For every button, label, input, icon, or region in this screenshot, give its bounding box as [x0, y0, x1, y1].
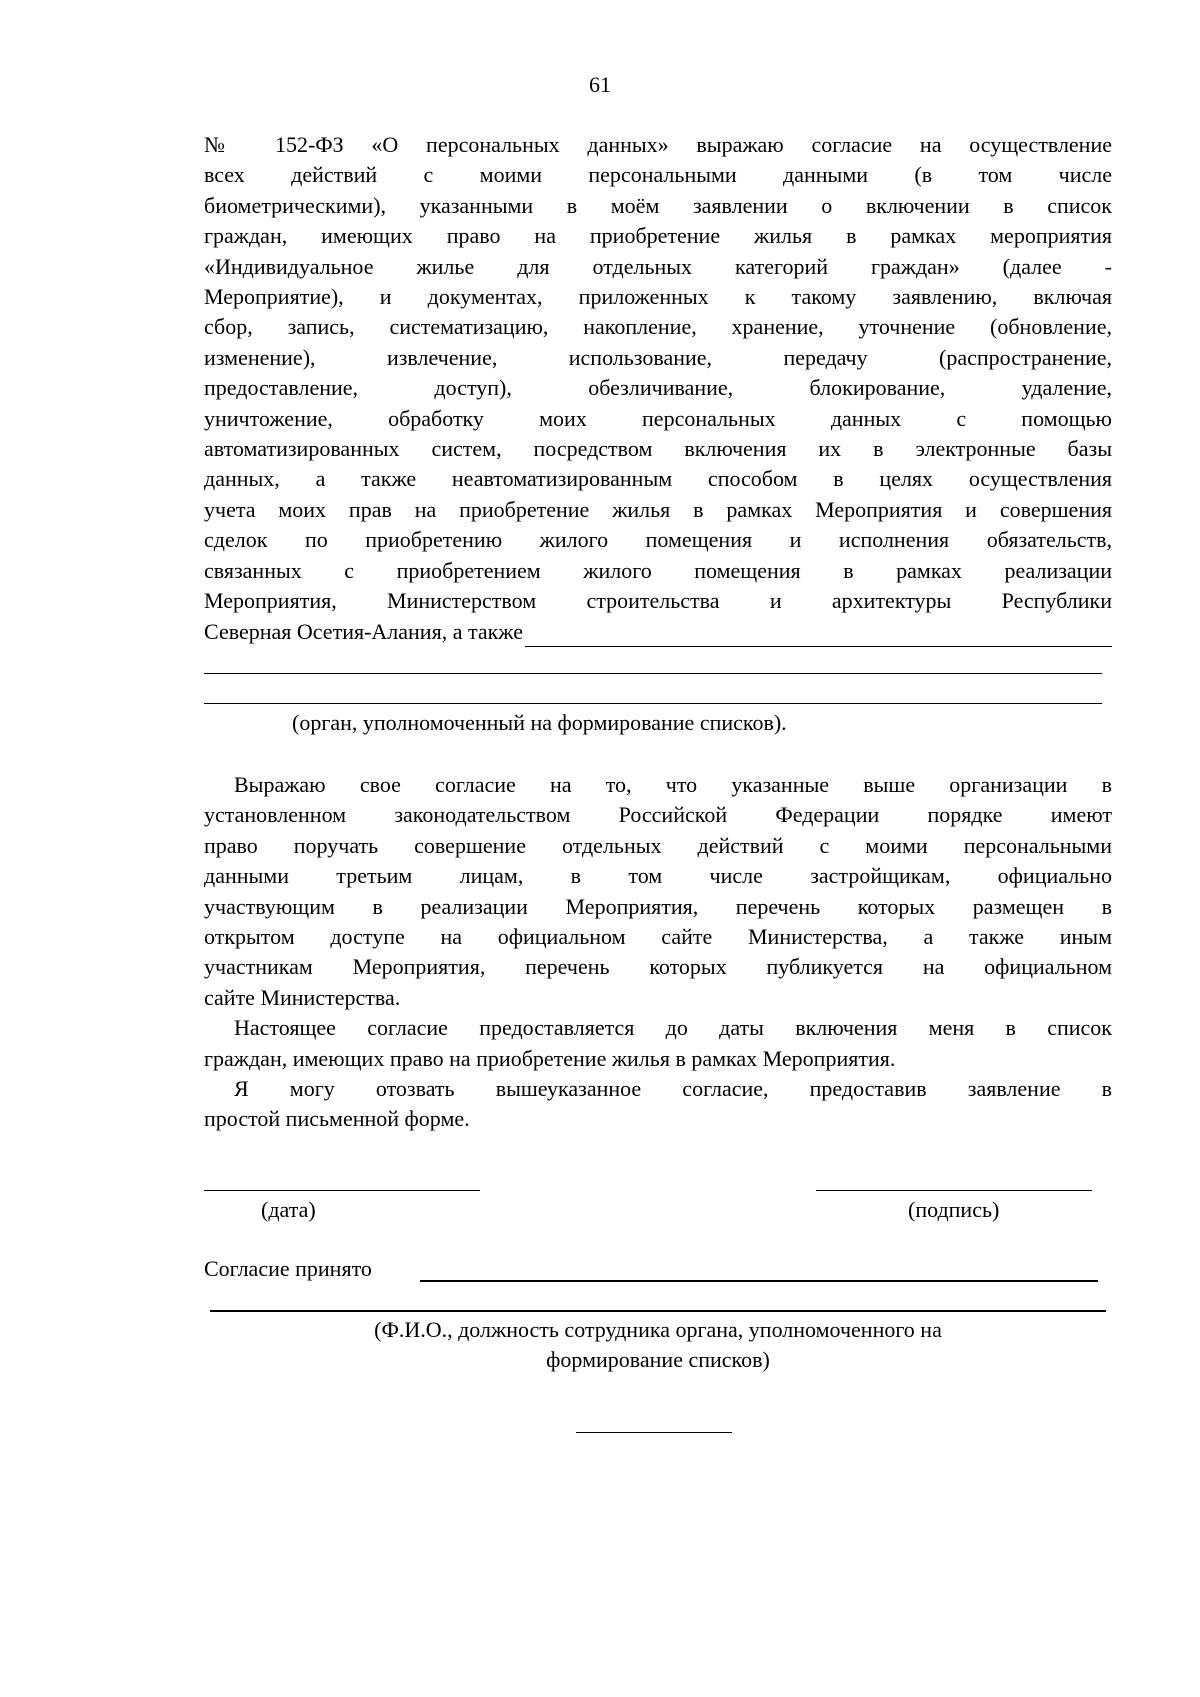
text-line: участвующим в реализации Мероприятия, перечень которых размещен в: [204, 893, 1112, 919]
accepted-label: Согласие принято: [204, 1256, 372, 1281]
authority-caption: (орган, уполномоченный на формирование списков).: [292, 710, 787, 735]
signature-label: (подпись): [908, 1197, 1000, 1222]
employee-caption-line: (Ф.И.О., должность сотрудника органа, уполномоченного на: [374, 1317, 942, 1342]
text-line-with-blank: [204, 617, 1112, 647]
text-line: № 152-ФЗ «О персональных данных» выражаю согласие на осуществление: [204, 132, 1112, 157]
date-label: (дата): [261, 1197, 316, 1222]
text-line: Мероприятие), и документах, приложенных к такому заявлению, включая: [204, 284, 1112, 310]
authority-fill-line-3: [204, 703, 1102, 704]
text-line: данных, а также неавтоматизированным способом в целях осуществления: [204, 466, 1112, 492]
text-line: «Индивидуальное жилье для отдельных категорий граждан» (далее -: [204, 253, 1112, 279]
delegation-section: [204, 770, 1112, 1135]
signature-line: [816, 1190, 1092, 1191]
employee-caption-line: формирование списков): [546, 1347, 770, 1373]
text-line: изменение), извлечение, использование, передачу (распространение,: [204, 344, 1112, 370]
employee-caption: [204, 1315, 1112, 1376]
text-line: граждан, имеющих право на приобретение жилья в рамках мероприятия: [204, 223, 1112, 249]
text-line: право поручать совершение отдельных действий с моими персональными: [204, 832, 1112, 858]
text-line: предоставление, доступ), обезличивание, блокирование, удаление,: [204, 375, 1112, 401]
text-line: Выражаю свое согласие на то, что указанные выше организации в: [234, 772, 1112, 797]
date-line: [204, 1190, 480, 1191]
text-line: Настоящее согласие предоставляется до даты включения меня в список: [234, 1015, 1112, 1041]
text-line: учета моих прав на приобретение жилья в рамках Мероприятия и совершения: [204, 496, 1112, 522]
text-line: сайте Министерства.: [204, 984, 401, 1010]
text-line: всех действий с моими персональными данными (в том числе: [204, 162, 1112, 188]
text-line: открытом доступе на официальном сайте Министерства, а также иным: [204, 924, 1112, 950]
text-line: Северная Осетия-Алания, а также: [204, 618, 523, 644]
end-separator-line: [576, 1432, 732, 1433]
text-line: Я могу отозвать вышеуказанное согласие, предоставив заявление в: [234, 1076, 1112, 1102]
authority-fill-line-2: [204, 673, 1102, 674]
text-line: простой письменной форме.: [204, 1106, 470, 1132]
text-line: граждан, имеющих право на приобретение жилья в рамках Мероприятия.: [204, 1045, 896, 1071]
text-line: сделок по приобретению жилого помещения и исполнения обязательств,: [204, 527, 1112, 553]
text-line: данными третьим лицам, в том числе застройщикам, официально: [204, 863, 1112, 889]
accepted-by-line: [420, 1280, 1098, 1282]
consent-paragraph: [204, 130, 1112, 647]
text-line: связанных с приобретением жилого помещения в рамках реализации: [204, 557, 1112, 583]
page-number: 61: [589, 72, 611, 97]
text-line: Мероприятия, Министерством строительства и архитектуры Республики: [204, 588, 1112, 614]
employee-line: [210, 1310, 1106, 1312]
text-line: уничтожение, обработку моих персональных данных с помощью: [204, 405, 1112, 431]
text-line: участникам Мероприятия, перечень которых публикуется на официальном: [204, 954, 1112, 980]
text-line: автоматизированных систем, посредством включения их в электронные базы: [204, 436, 1112, 462]
text-line: сбор, запись, систематизацию, накопление, хранение, уточнение (обновление,: [204, 314, 1112, 340]
text-line: установленном законодательством Российской Федерации порядке имеют: [204, 802, 1112, 828]
authority-fill-line: [525, 624, 1112, 647]
text-line: биометрическими), указанными в моём заявлении о включении в список: [204, 192, 1112, 218]
